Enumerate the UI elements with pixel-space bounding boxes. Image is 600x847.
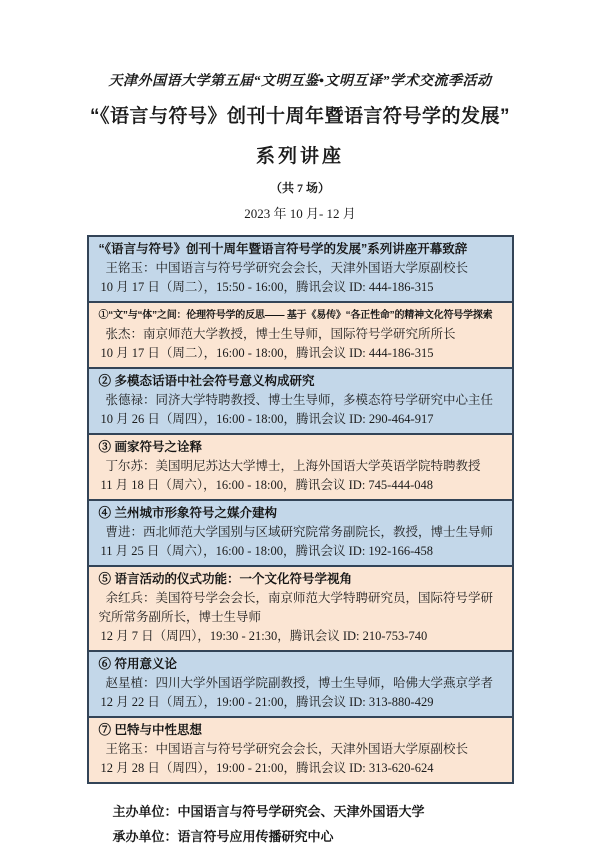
activity-line: 天津外国语大学第五届“文明互鉴•文明互译”学术交流季活动 bbox=[108, 74, 492, 89]
lecture-speaker: 曹进：西北师范大学国别与区域研究院常务副院长，教授，博士生导师 bbox=[105, 525, 494, 539]
lecture-title: ③ 画家符号之诠释 bbox=[98, 440, 202, 454]
lecture-title: “《语言与符号》创刊十周年暨语言符号学的发展”系列讲座开幕致辞 bbox=[98, 242, 468, 256]
lecture-title: ①“文”与“体”之间：伦理符号学的反思—— 基于《易传》“各正性命”的精神文化符号学探索 bbox=[98, 310, 493, 321]
lecture-title: ⑥ 符用意义论 bbox=[98, 657, 177, 671]
table-row-5 bbox=[89, 565, 512, 650]
lecture-title: ⑤ 语言活动的仪式功能：一个文化符号学视角 bbox=[98, 572, 352, 586]
date-range: 2023 年 10 月- 12 月 bbox=[244, 206, 356, 221]
poster-footer bbox=[87, 799, 514, 847]
poster-header bbox=[0, 0, 600, 222]
lecture-schedule: 12 月 28 日（周四），19:00 - 21:00，腾讯会议 ID: 313-620-624 bbox=[100, 761, 434, 775]
lecture-title: ④ 兰州城市形象符号之媒介建构 bbox=[98, 506, 277, 520]
lecture-speaker: 赵星植：四川大学外国语学院副教授，博士生导师，哈佛大学燕京学者 bbox=[105, 676, 494, 690]
lecture-speaker: 丁尔苏：美国明尼苏达大学博士，上海外国语大学英语学院特聘教授 bbox=[105, 459, 481, 473]
lecture-schedule: 11 月 25 日（周六），16:00 - 18:00，腾讯会议 ID: 192-166-458 bbox=[100, 544, 434, 558]
lecture-schedule: 11 月 18 日（周六），16:00 - 18:00，腾讯会议 ID: 745-444-048 bbox=[100, 478, 434, 492]
table-row-3 bbox=[89, 433, 512, 499]
lecture-schedule: 12 月 7 日（周四），19:30 - 21:30，腾讯会议 ID: 210-753-740 bbox=[100, 629, 428, 643]
lecture-schedule: 12 月 22 日（周五），19:00 - 21:00，腾讯会议 ID: 313-880-429 bbox=[100, 695, 434, 709]
session-count: （共 7 场） bbox=[269, 181, 330, 195]
main-title: “《语言与符号》创刊十周年暨语言符号学的发展” bbox=[89, 106, 510, 127]
table-row-1 bbox=[89, 301, 512, 367]
table-row-4 bbox=[89, 499, 512, 565]
lecture-speaker: 王铭玉：中国语言与符号学研究会会长，天津外国语大学原副校长 bbox=[105, 742, 469, 756]
lecture-speaker: 张杰：南京师范大学教授，博士生导师，国际符号学研究所所长 bbox=[105, 327, 456, 341]
lecture-schedule: 10 月 17 日（周二），15:50 - 16:00，腾讯会议 ID: 444-186-315 bbox=[100, 280, 434, 294]
table-row-2 bbox=[89, 367, 512, 433]
lecture-schedule: 10 月 26 日（周四），16:00 - 18:00，腾讯会议 ID: 290-464-917 bbox=[100, 412, 434, 426]
lecture-speaker: 王铭玉：中国语言与符号学研究会会长，天津外国语大学原副校长 bbox=[105, 261, 469, 275]
lecture-title: ⑦ 巴特与中性思想 bbox=[98, 723, 202, 737]
lecture-schedule: 10 月 17 日（周二），16:00 - 18:00，腾讯会议 ID: 444-186-315 bbox=[100, 346, 434, 360]
lecture-speaker: 张德禄：同济大学特聘教授、博士生导师，多模态符号学研究中心主任 bbox=[105, 393, 494, 407]
lecture-speaker: 余红兵：美国符号学会会长，南京师范大学特聘研究员，国际符号学研究所常务副所长，博士生导师 bbox=[98, 591, 494, 624]
lecture-title: ② 多模态话语中社会符号意义构成研究 bbox=[98, 374, 315, 388]
series-title: 系列讲座 bbox=[255, 146, 344, 167]
organizer-line: 承办单位：语言符号应用传播研究中心 bbox=[112, 829, 334, 844]
host-line: 主办单位：中国语言与符号学研究会、天津外国语大学 bbox=[112, 804, 425, 819]
table-row-opening bbox=[89, 237, 512, 301]
table-row-6 bbox=[89, 650, 512, 716]
table-row-7 bbox=[89, 716, 512, 782]
schedule-table bbox=[87, 235, 514, 784]
